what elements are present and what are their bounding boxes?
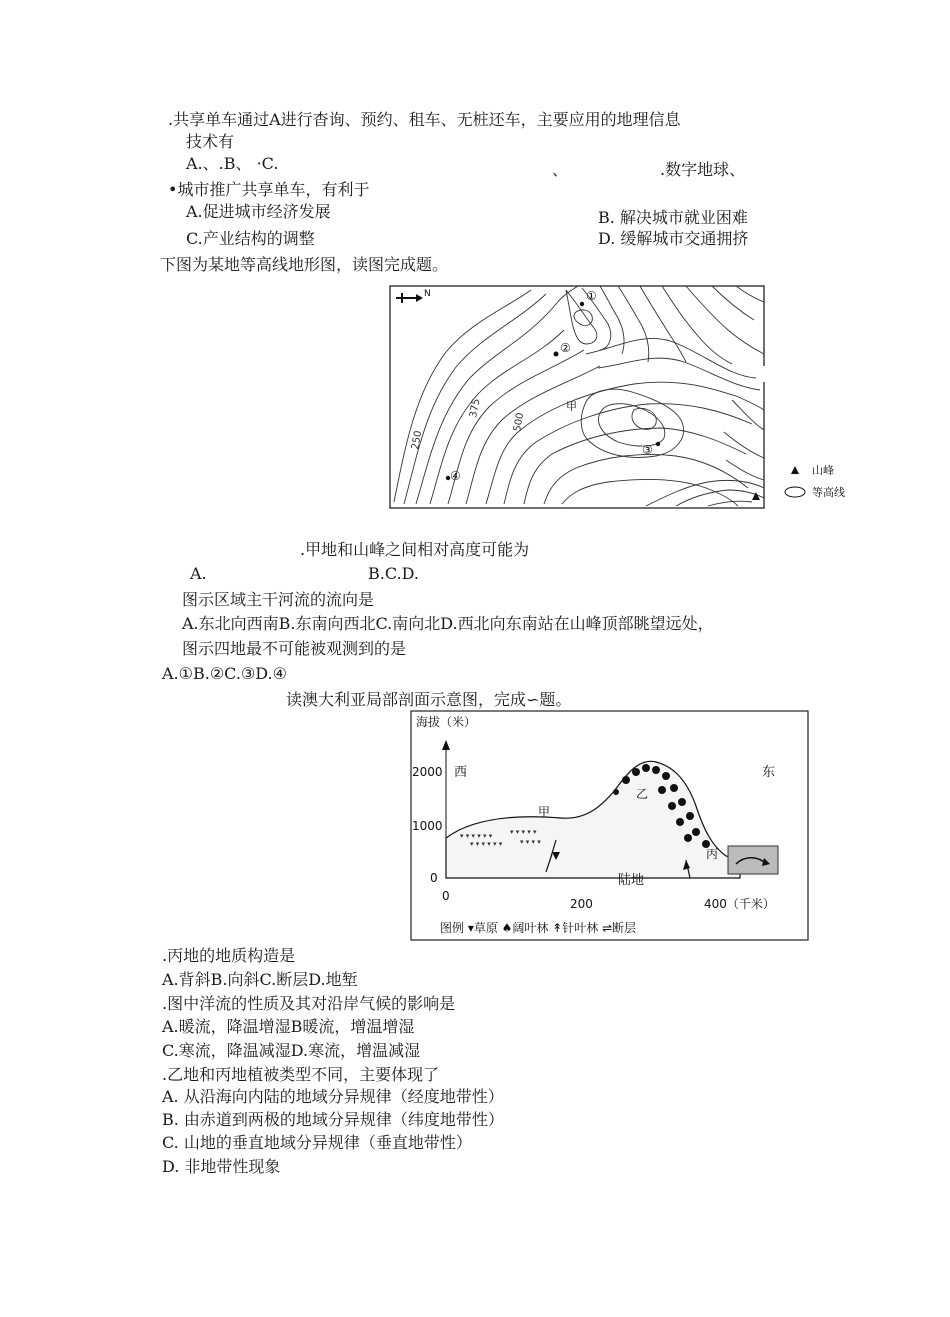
q4-stem: 图示区域主干河流的流向是 bbox=[182, 590, 375, 609]
point-1-label: ① bbox=[586, 289, 597, 303]
q4-next-options: A.①B.②C.③D.④ bbox=[162, 664, 287, 683]
q7-option-d: D. 非地带性现象 bbox=[162, 1157, 281, 1176]
point-4-label: ④ bbox=[450, 469, 461, 483]
q1-stem-line2: 技术有 bbox=[186, 132, 235, 151]
point-3-label: ③ bbox=[642, 443, 653, 457]
q5-stem: .丙地的地质构造是 bbox=[162, 946, 296, 965]
west-label: 西 bbox=[454, 765, 468, 780]
profile-legend: 图例 ▾草原 ♠阔叶林 ↟针叶林 ⇌断层 bbox=[440, 921, 637, 935]
land-label: 陆地 bbox=[618, 873, 645, 888]
profile-y-tick-1000: 1000 bbox=[412, 819, 443, 833]
north-label: N bbox=[424, 289, 431, 299]
north-arrow-icon bbox=[396, 293, 423, 303]
q2-stem: •城市推广共享单车，有利于 bbox=[168, 180, 370, 199]
east-label: 东 bbox=[762, 765, 776, 780]
svg-text:▾ ▾ ▾ ▾ ▾: ▾ ▾ ▾ ▾ ▾ bbox=[510, 828, 537, 836]
jia-site-label: 甲 bbox=[538, 805, 551, 819]
bing-site-label: 丙 bbox=[706, 847, 719, 861]
q4-options-line: A.东北向西南B.东南向西北C.南向北D.西北向东南站在山峰顶部眺望远处， bbox=[182, 614, 714, 633]
profile-x-tick-0: 0 bbox=[442, 889, 450, 903]
australia-profile-figure bbox=[410, 710, 810, 942]
contour-250-label: 250 bbox=[410, 429, 425, 451]
q1-options-right: .数字地球、 bbox=[660, 160, 746, 179]
q5-options: A.背斜B.向斜C.断层D.地堑 bbox=[162, 970, 358, 989]
q7-stem: .乙地和丙地植被类型不同，主要体现了 bbox=[162, 1065, 440, 1084]
q2-option-c: C.产业结构的调整 bbox=[186, 229, 315, 248]
q4-next-stem: 图示四地最不可能被观测到的是 bbox=[182, 639, 407, 658]
legend-peak-icon bbox=[791, 466, 799, 474]
yi-site-label: 乙 bbox=[636, 787, 649, 801]
contour-500-label: 500 bbox=[512, 411, 527, 433]
contour-375-label: 375 bbox=[468, 397, 483, 419]
legend-peak-label: 山峰 bbox=[812, 464, 834, 477]
legend-contour-icon bbox=[785, 487, 805, 497]
contour-map-figure bbox=[386, 282, 856, 512]
q2-option-d: D. 缓解城市交通拥挤 bbox=[598, 229, 749, 248]
q2-option-b: B. 解决城市就业困难 bbox=[598, 208, 748, 227]
profile-intro: 读澳大利亚局部剖面示意图，完成∽题。 bbox=[286, 690, 572, 709]
q1-options-left: A.、.B、 ·C. bbox=[186, 154, 279, 173]
q3-option-a: A. bbox=[190, 564, 207, 583]
q6-options-cd: C.寒流，降温减湿D.寒流，增温减湿 bbox=[162, 1041, 421, 1060]
q6-stem: .图中洋流的性质及其对沿岸气候的影响是 bbox=[162, 994, 456, 1013]
svg-text:▾ ▾ ▾ ▾: ▾ ▾ ▾ ▾ bbox=[520, 838, 541, 846]
q7-option-c: C. 山地的垂直地域分异规律（垂直地带性） bbox=[162, 1133, 472, 1152]
q1-options-mid: 、 bbox=[552, 160, 569, 179]
q6-options-ab: A.暖流，降温增湿B暖流，增温增湿 bbox=[162, 1017, 415, 1036]
q3-options-bcd: B.C.D. bbox=[368, 564, 419, 583]
contour-intro: 下图为某地等高线地形图，读图完成题。 bbox=[160, 255, 449, 274]
profile-y-tick-2000: 2000 bbox=[412, 765, 443, 779]
profile-x-tick-200: 200 bbox=[570, 897, 593, 911]
ocean-block bbox=[728, 846, 778, 874]
svg-text:▾ ▾ ▾ ▾ ▾ ▾: ▾ ▾ ▾ ▾ ▾ ▾ bbox=[460, 832, 493, 840]
profile-y-axis-label: 海拔（米） bbox=[416, 715, 477, 729]
profile-x-tick-400: 400（千米） bbox=[704, 897, 775, 911]
q1-stem-line1: .共享单车通过A进行杳询、预约、租车、无桩还车，主要应用的地理信息 bbox=[168, 110, 681, 129]
q7-option-b: B. 由赤道到两极的地域分异规律（纬度地带性） bbox=[162, 1110, 504, 1129]
profile-y-tick-0: 0 bbox=[430, 871, 438, 885]
legend-contour-label: 等高线 bbox=[812, 486, 845, 499]
point-2-label: ② bbox=[560, 341, 571, 355]
svg-text:▾ ▾ ▾ ▾ ▾ ▾: ▾ ▾ ▾ ▾ ▾ ▾ bbox=[470, 840, 503, 848]
jia-label: 甲 bbox=[566, 400, 577, 413]
q7-option-a: A. 从沿海向内陆的地域分异规律（经度地带性） bbox=[162, 1087, 504, 1106]
q3-stem: .甲地和山峰之间相对高度可能为 bbox=[300, 540, 530, 559]
q2-option-a: A.促进城市经济发展 bbox=[186, 202, 331, 221]
